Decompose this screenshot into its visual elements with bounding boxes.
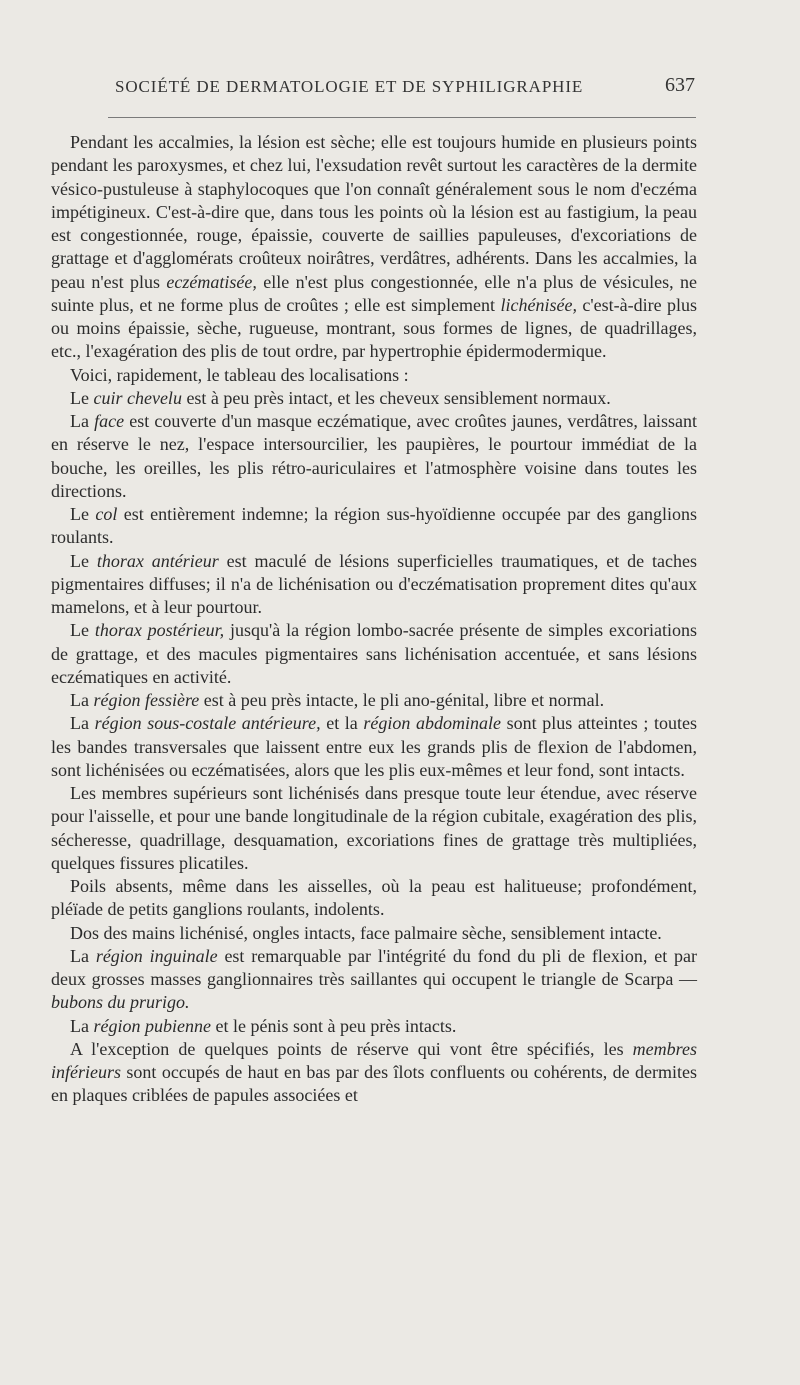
running-title: SOCIÉTÉ DE DERMATOLOGIE ET DE SYPHILIGRAPHIE: [115, 77, 584, 96]
text-run: est remarquable par l'intégrité du fond du pli de flexion, et par deux grosses masses ganglionnaires très saillantes qui occupent le triangle de Scarpa —: [51, 945, 698, 989]
paragraph: [51, 364, 697, 387]
paragraph: [51, 550, 697, 620]
paragraph: [51, 131, 697, 364]
text-run: est maculé de lésions superficielles traumatiques, et de taches pigmentaires diffuses; il n'a de lichénisation ou d'eczématisation proprement dites qu'aux mamelons, et à leur pourtour.: [51, 550, 698, 617]
text-run: elle n'est plus congestionnée, elle n'a plus de vésicules, ne suinte plus, et ne forme plus de croûtes ; elle est simplement: [51, 271, 697, 315]
italic-text: lichénisée,: [500, 294, 577, 315]
italic-text: région sous-costale antérieure,: [94, 713, 321, 734]
italic-text: région fessière: [93, 690, 200, 710]
paragraph: [51, 1015, 697, 1038]
text-run: est à peu près intacte, le pli ano-génital, libre et normal.: [199, 690, 605, 710]
paragraph: [51, 503, 697, 550]
text-run: jusqu'à la région lombo-sacrée présente de simples excoriations de grattage, et des macules pigmentaires sans lichénisation accentuée, et sans lésions eczématiques en activité.: [51, 620, 698, 687]
italic-text: eczématisée,: [166, 271, 257, 292]
body-text: [51, 131, 697, 1108]
italic-text: région inguinale: [95, 945, 218, 966]
italic-text: face: [94, 411, 125, 431]
text-run: sont plus atteintes ; toutes les bandes transversales que laissent entre eux les grands plis de flexion de l'abdomen, sont lichénisées ou eczématisées, alors que les plis eux-mêmes et leur fond, sont intacts.: [51, 713, 697, 780]
text-run: Les membres supérieurs sont lichénisés dans presque toute leur étendue, avec réserve pour l'aisselle, et pour une bande longitudinale de la région cubitale, exagération des plis, sécheresse, quadrillage, desquamation, excoriations fines de grattage très multipliées, quelques fissures plicatiles.: [51, 783, 697, 873]
text-run: Pendant les accalmies, la lésion est sèche; elle est toujours humide en plusieurs points pendant les paroxysmes, et chez lui, l'exsudation revêt surtout les caractères de la dermite vésico-pustuleuse à staphylocoques que l'on connaît généralement sous le nom d'eczéma impétigineux. C'est-à-dire que, dans tous les points où la lésion est au fastigium, la peau est congestionnée, rouge, épaissie, couverte de saillies papuleuses, d'excoriations de grattage et d'agglomérats croûteux noirâtres, verdâtres, adhérents. Dans les accalmies, la peau n'est plus: [51, 132, 697, 292]
paragraph: [51, 619, 697, 689]
italic-text: thorax antérieur: [96, 550, 219, 571]
text-run: Le: [70, 620, 95, 641]
paragraph: [51, 875, 697, 922]
text-run: est entièrement indemne; la région sus-hyoïdienne occupée par des ganglions roulants.: [51, 504, 698, 548]
page-number: 637: [665, 74, 695, 96]
paragraph: [51, 689, 697, 712]
italic-text: thorax postérieur,: [94, 620, 225, 641]
text-run: Le: [70, 504, 96, 524]
paragraph: [51, 945, 697, 1015]
italic-text: région abdominale: [363, 713, 501, 734]
text-run: et la: [320, 713, 364, 734]
text-run: Dos des mains lichénisé, ongles intacts, face palmaire sèche, sensiblement intacte.: [70, 922, 662, 943]
italic-text: membres inférieurs: [51, 1038, 697, 1082]
paragraph: [51, 782, 697, 875]
text-run: La: [70, 945, 96, 966]
text-run: Le: [70, 387, 94, 408]
text-run: et le pénis sont à peu près intacts.: [210, 1015, 457, 1036]
text-run: A l'exception de quelques points de réserve qui vont être spécifiés, les: [70, 1038, 633, 1059]
header-rule: [108, 117, 696, 118]
paragraph: [51, 712, 697, 782]
text-run: La: [70, 411, 95, 431]
paragraph: [51, 410, 697, 503]
text-run: est couverte d'un masque eczématique, avec croûtes jaunes, verdâtres, laissant en réserve le nez, l'espace intersourcilier, les paupières, le pourtour immédiat de la bouche, les oreilles, les plis rétro-auriculaires et l'atmosphère voisine dans toutes les directions.: [51, 411, 697, 501]
paragraph: [51, 387, 697, 410]
text-run: La: [70, 713, 95, 734]
text-run: c'est-à-dire plus ou moins épaissie, sèche, rugueuse, montrant, sous formes de lignes, de quadrillages, etc., l'exagération des plis de tout ordre, par hypertrophie épidermodermique.: [51, 294, 697, 362]
text-run: est à peu près intact, et les cheveux sensiblement normaux.: [181, 387, 611, 408]
italic-text: région pubienne: [93, 1015, 211, 1036]
italic-text: cuir chevelu: [93, 387, 182, 408]
text-run: La: [70, 1015, 94, 1036]
text-run: Poils absents, même dans les aisselles, où la peau est halitueuse; profondément, pléïade de petits ganglions roulants, indolents.: [51, 876, 697, 920]
text-run: La: [70, 690, 94, 710]
text-run: Le: [70, 550, 97, 571]
text-run: Voici, rapidement, le tableau des localisations :: [70, 364, 409, 385]
italic-text: col: [95, 504, 118, 524]
paragraph: [51, 1038, 697, 1108]
paragraph: [51, 922, 697, 945]
italic-text: bubons du prurigo.: [51, 992, 190, 1013]
text-run: sont occupés de haut en bas par des îlots confluents ou cohérents, de dermites en plaques criblées de papules associées et: [51, 1062, 697, 1106]
running-header: [111, 74, 695, 100]
